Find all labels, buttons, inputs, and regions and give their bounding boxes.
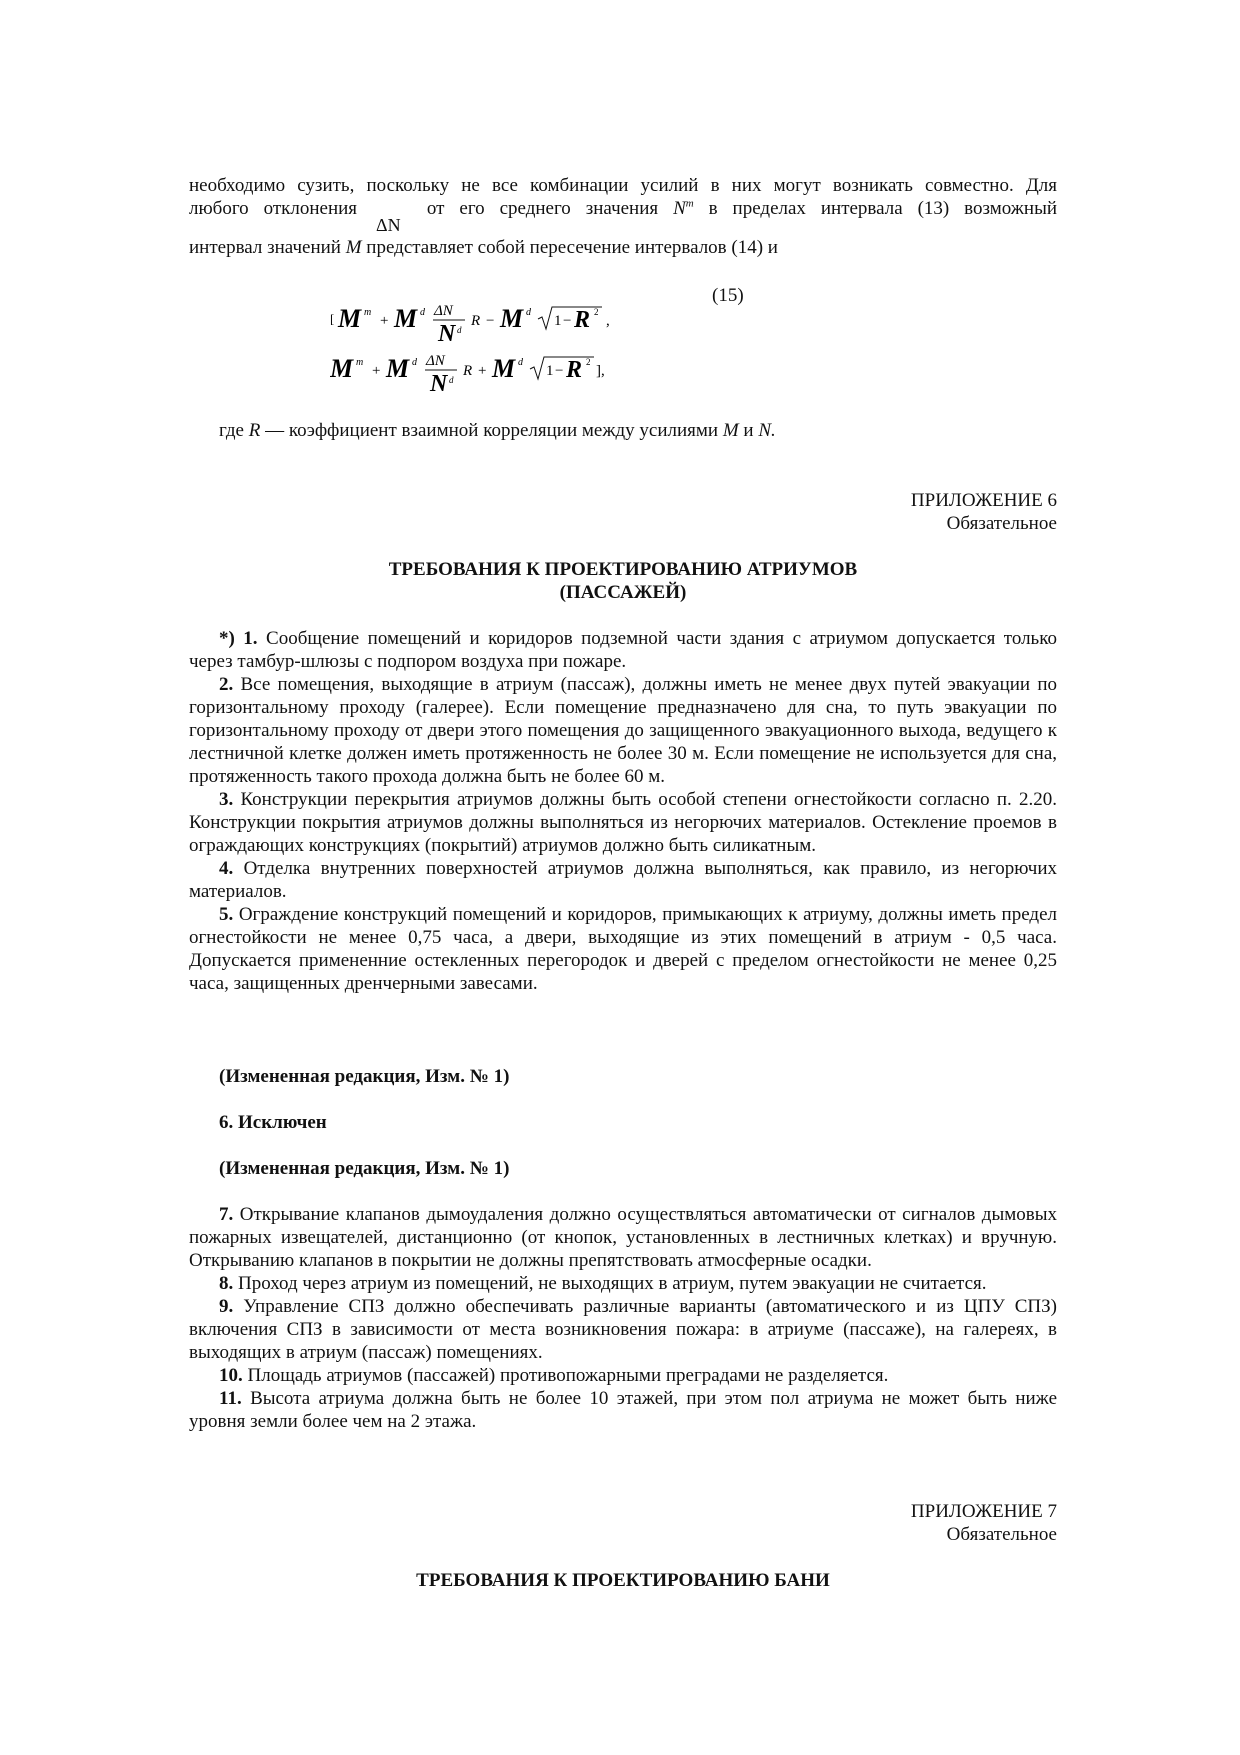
formula-minus: − [486,313,495,329]
item-3: 3. Конструкции перекрытия атриумов должны быть особой степени огнестойкости согласно п. 2.20. Конструкции покрытия атриумов должны выполняться из негорючих материалов. Остекление проемов в ограждающих конструкциях (покрытий) атриумов должно быть силикатным. [189,789,1057,856]
appendix7-status: Обязательное [946,1524,1057,1545]
formula-sup-d-1: d [420,307,425,318]
item-6-excluded: 6. Исключен [219,1112,327,1133]
intro-line-1: необходимо сузить, поскольку не все комбинации усилий в них могут возникать совместно. Для [189,175,1057,196]
formula-M6: M [492,354,516,383]
appendix6-title-line2: (ПАССАЖЕЙ) [559,582,687,603]
formula-M5: M [386,354,410,383]
formula-sup-d-4: d [412,357,417,368]
items-block-2 [189,1203,1057,1433]
formula-N-2: N [430,371,448,395]
formula-open-bracket: [ [330,311,335,326]
formula-M1: M [338,304,362,333]
formula-sup-m: m [364,307,372,318]
where-line: где R — коэффициент взаимной корреляции между усилиями M и N. [219,420,776,441]
appendix6-label: ПРИЛОЖЕНИЕ 6 [910,490,1057,511]
appendix6-title-line1: ТРЕБОВАНИЯ К ПРОЕКТИРОВАНИЮ АТРИУМОВ [388,559,858,580]
formula-sup-2-1: 2 [594,307,599,317]
item-1: *) 1. Сообщение помещений и коридоров подземной части здания с атриумом допускается только через тамбур-шлюзы с подпором воздуха при пожаре. [189,628,1057,672]
delta-n-symbol: ΔN [376,215,401,235]
intro-paragraph [189,174,1057,220]
formula-R-big-1: R [574,307,591,333]
formula-M4: M [330,354,354,383]
formula-one-2: 1 [546,363,554,379]
amendment-note-2: (Измененная редакция, Изм. № 1) [219,1158,510,1179]
item-8: 8. Проход через атриум из помещений, не выходящих в атриум, путем эвакуации не считается. [219,1273,987,1294]
formula-R-1: R [471,313,481,329]
formula-sup-d-3: d [526,307,531,318]
appendix7-label: ПРИЛОЖЕНИЕ 7 [910,1501,1057,1522]
formula-sup-2-2: 2 [586,357,591,367]
formula-sup-d-2: d [457,325,462,335]
item-5: 5. Ограждение конструкций помещений и коридоров, примыкающих к атриуму, должны иметь предел огнестойкости не менее 0,75 часа, а двери, выходящие из этих помещений в атриум - 0,5 часа. Допускается примененние остекленных перегородок и дверей с пределом огнестойкости не менее 0,25 часа, защищенных дренчерными завесами. [189,904,1057,994]
formula-R-big-2: R [566,357,583,383]
item-9: 9. Управление СПЗ должно обеспечивать различные варианты (автоматического и из ЦПУ СПЗ) включения СПЗ в зависимости от места возникновения пожара: в атриуме (пассаже), на галереях, в выходящих в атриум (пассаж) помещениях. [189,1296,1057,1363]
intro-line-2: любого отклонения от его среднего значения $N^m$ в пределах интервала (13) возможный [189,197,1058,219]
item-10: 10. Площадь атриумов (пассажей) противопожарными преградами не разделяется. [219,1365,889,1386]
amendment-note-1: (Измененная редакция, Изм. № 1) [219,1066,510,1087]
formula-delta-n-2: ΔN [426,353,445,369]
formula-svg [330,285,670,395]
item-11: 11. Высота атриума должна быть не более 10 этажей, при этом пол атриума не может быть ниже уровня земли более чем на 2 этажа. [189,1388,1057,1432]
formula-comma: , [606,313,610,329]
item-2: 2. Все помещения, выходящие в атриум (пассаж), должны иметь не менее двух путей эвакуации по горизонтальному проходу (галерее). Если помещение предназначено для сна, то путь эвакуации по горизонтальному проходу от двери этого помещения до защищенного эвакуационного выхода, ведущего к лестничной клетке должен иметь протяженность не более 30 м. Если помещение не используется для сна, протяженность такого прохода должна быть не более 60 м. [189,674,1057,787]
formula-one-1: 1 [554,313,562,329]
appendix6-status: Обязательное [946,513,1057,534]
formula-R-2: R [463,363,473,379]
formula-number: (15) [712,285,744,306]
formula-close: ], [596,363,605,379]
formula-plus-2: + [372,363,381,379]
item-7: 7. Открывание клапанов дымоудаления должно осуществляться автоматически от сигналов дымовых пожарных извещателей, дистанционно (от кнопок, установленных в лестничных клетках) и вручную. Открыванию клапанов в покрытии не должны препятствовать атмосферные осадки. [189,1204,1057,1271]
formula-delta-n-1: ΔN [434,303,453,319]
items-block-1 [189,627,1057,995]
formula-sup-d-6: d [518,357,523,368]
item-4: 4. Отделка внутренних поверхностей атриумов должна выполняться, как правило, из негорючих материалов. [189,858,1058,902]
appendix7-title: ТРЕБОВАНИЯ К ПРОЕКТИРОВАНИЮ БАНИ [416,1570,830,1591]
formula-M2: M [394,304,418,333]
formula-plus-3: + [478,363,487,379]
formula-plus-1: + [380,313,389,329]
formula-sup-m-2: m [356,357,364,368]
formula-15 [330,285,670,395]
formula-minus-3: − [555,363,564,379]
formula-M3: M [500,304,524,333]
intro-line-3: интервал значений M представляет собой пересечение интервалов (14) и [189,237,778,258]
formula-minus-2: − [563,313,572,329]
formula-sup-d-5: d [449,375,454,385]
formula-N-1: N [438,321,456,347]
